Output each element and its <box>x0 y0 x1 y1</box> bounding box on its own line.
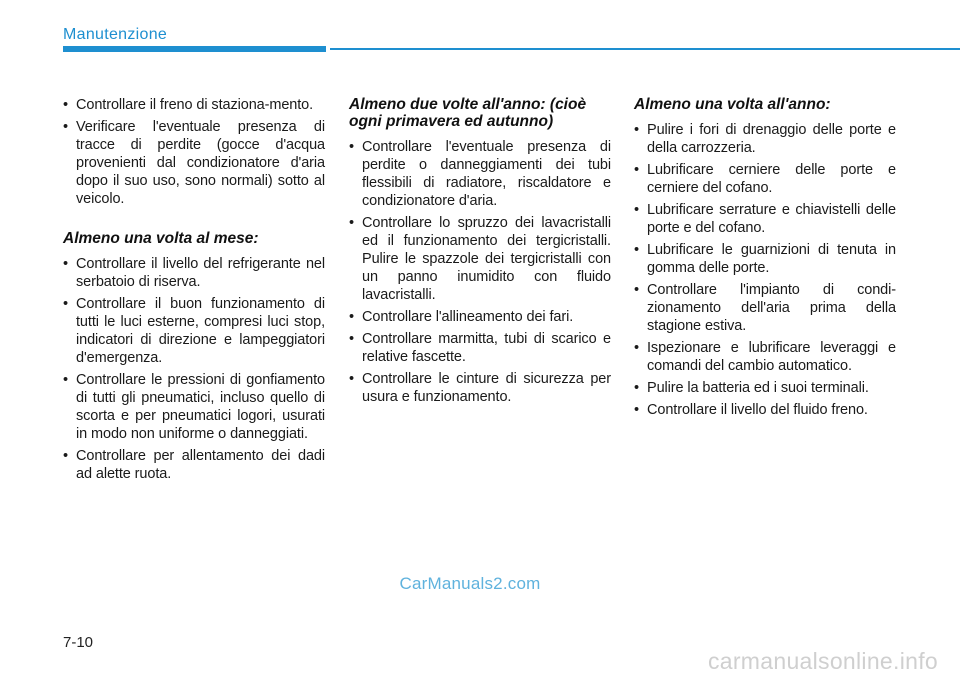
list-item: • Controllare per allentamento dei dadi ad alette ruota. <box>63 447 325 483</box>
list-item: • Controllare lo spruzzo dei lavacristalli ed il funzionamento dei tergicristalli. Pulire le spazzole dei tergicristalli con un panno inumidito con fluido lavacristalli. <box>349 214 611 304</box>
list-item: • Lubrificare le guarnizioni di tenuta in gomma delle porte. <box>634 241 896 277</box>
monthly-list <box>63 255 325 483</box>
list-item: • Controllare l'allineamento dei fari. <box>349 308 611 326</box>
footer-watermark: carmanualsonline.info <box>707 648 938 674</box>
list-item: • Pulire i fori di drenaggio delle porte e della carrozzeria. <box>634 121 896 157</box>
yearly-heading: Almeno una volta all'anno: <box>634 96 831 113</box>
intro-list <box>63 96 325 208</box>
list-item: • Lubrificare cerniere delle porte e cerniere del cofano. <box>634 161 896 197</box>
section-title: Manutenzione <box>63 26 168 43</box>
page-number: 7-10 <box>63 634 94 651</box>
yearly-list <box>634 121 896 419</box>
list-item: • Controllare il freno di staziona-mento. <box>63 96 325 114</box>
twice-yearly-heading: Almeno due volte all'anno: (cioè ogni primavera ed autunno) <box>349 96 587 130</box>
column-3 <box>634 96 896 423</box>
header-rule-thick <box>63 46 326 52</box>
list-item: • Controllare il buon funzionamento di tutti le luci esterne, compresi luci stop, indicatori di direzione e lampeggiatori d'emergenza. <box>63 295 325 367</box>
list-item: • Controllare il livello del fluido freno. <box>634 401 896 419</box>
watermark-link[interactable]: CarManuals2.com <box>399 574 541 593</box>
column-1 <box>63 96 325 487</box>
list-item: • Controllare l'impianto di condi-zionamento dell'aria prima della stagione estiva. <box>634 281 896 335</box>
list-item: • Verificare l'eventuale presenza di tracce di perdite (gocce d'acqua provenienti dal condizionatore d'aria dopo il suo uso, sono normali) sotto al veicolo. <box>63 118 325 208</box>
list-item: • Lubrificare serrature e chiavistelli delle porte e del cofano. <box>634 201 896 237</box>
list-item: • Controllare marmitta, tubi di scarico e relative fascette. <box>349 330 611 366</box>
monthly-heading: Almeno una volta al mese: <box>63 230 259 247</box>
column-2 <box>349 96 611 410</box>
list-item: • Controllare l'eventuale presenza di perdite o danneggiamenti dei tubi flessibili di radiatore, riscaldatore e condizionatore d'aria. <box>349 138 611 210</box>
list-item: • Ispezionare e lubrificare leveraggi e comandi del cambio automatico. <box>634 339 896 375</box>
list-item: • Controllare il livello del refrigerante nel serbatoio di riserva. <box>63 255 325 291</box>
header-rule-thin <box>330 48 960 50</box>
list-item: • Pulire la batteria ed i suoi terminali. <box>634 379 896 397</box>
list-item: • Controllare le pressioni di gonfiamento di tutti gli pneumatici, incluso quello di scorta e per pneumatici logori, usurati in modo non uniforme o danneggiati. <box>63 371 325 443</box>
twice-yearly-list <box>349 138 611 406</box>
list-item: • Controllare le cinture di sicurezza per usura e funzionamento. <box>349 370 611 406</box>
